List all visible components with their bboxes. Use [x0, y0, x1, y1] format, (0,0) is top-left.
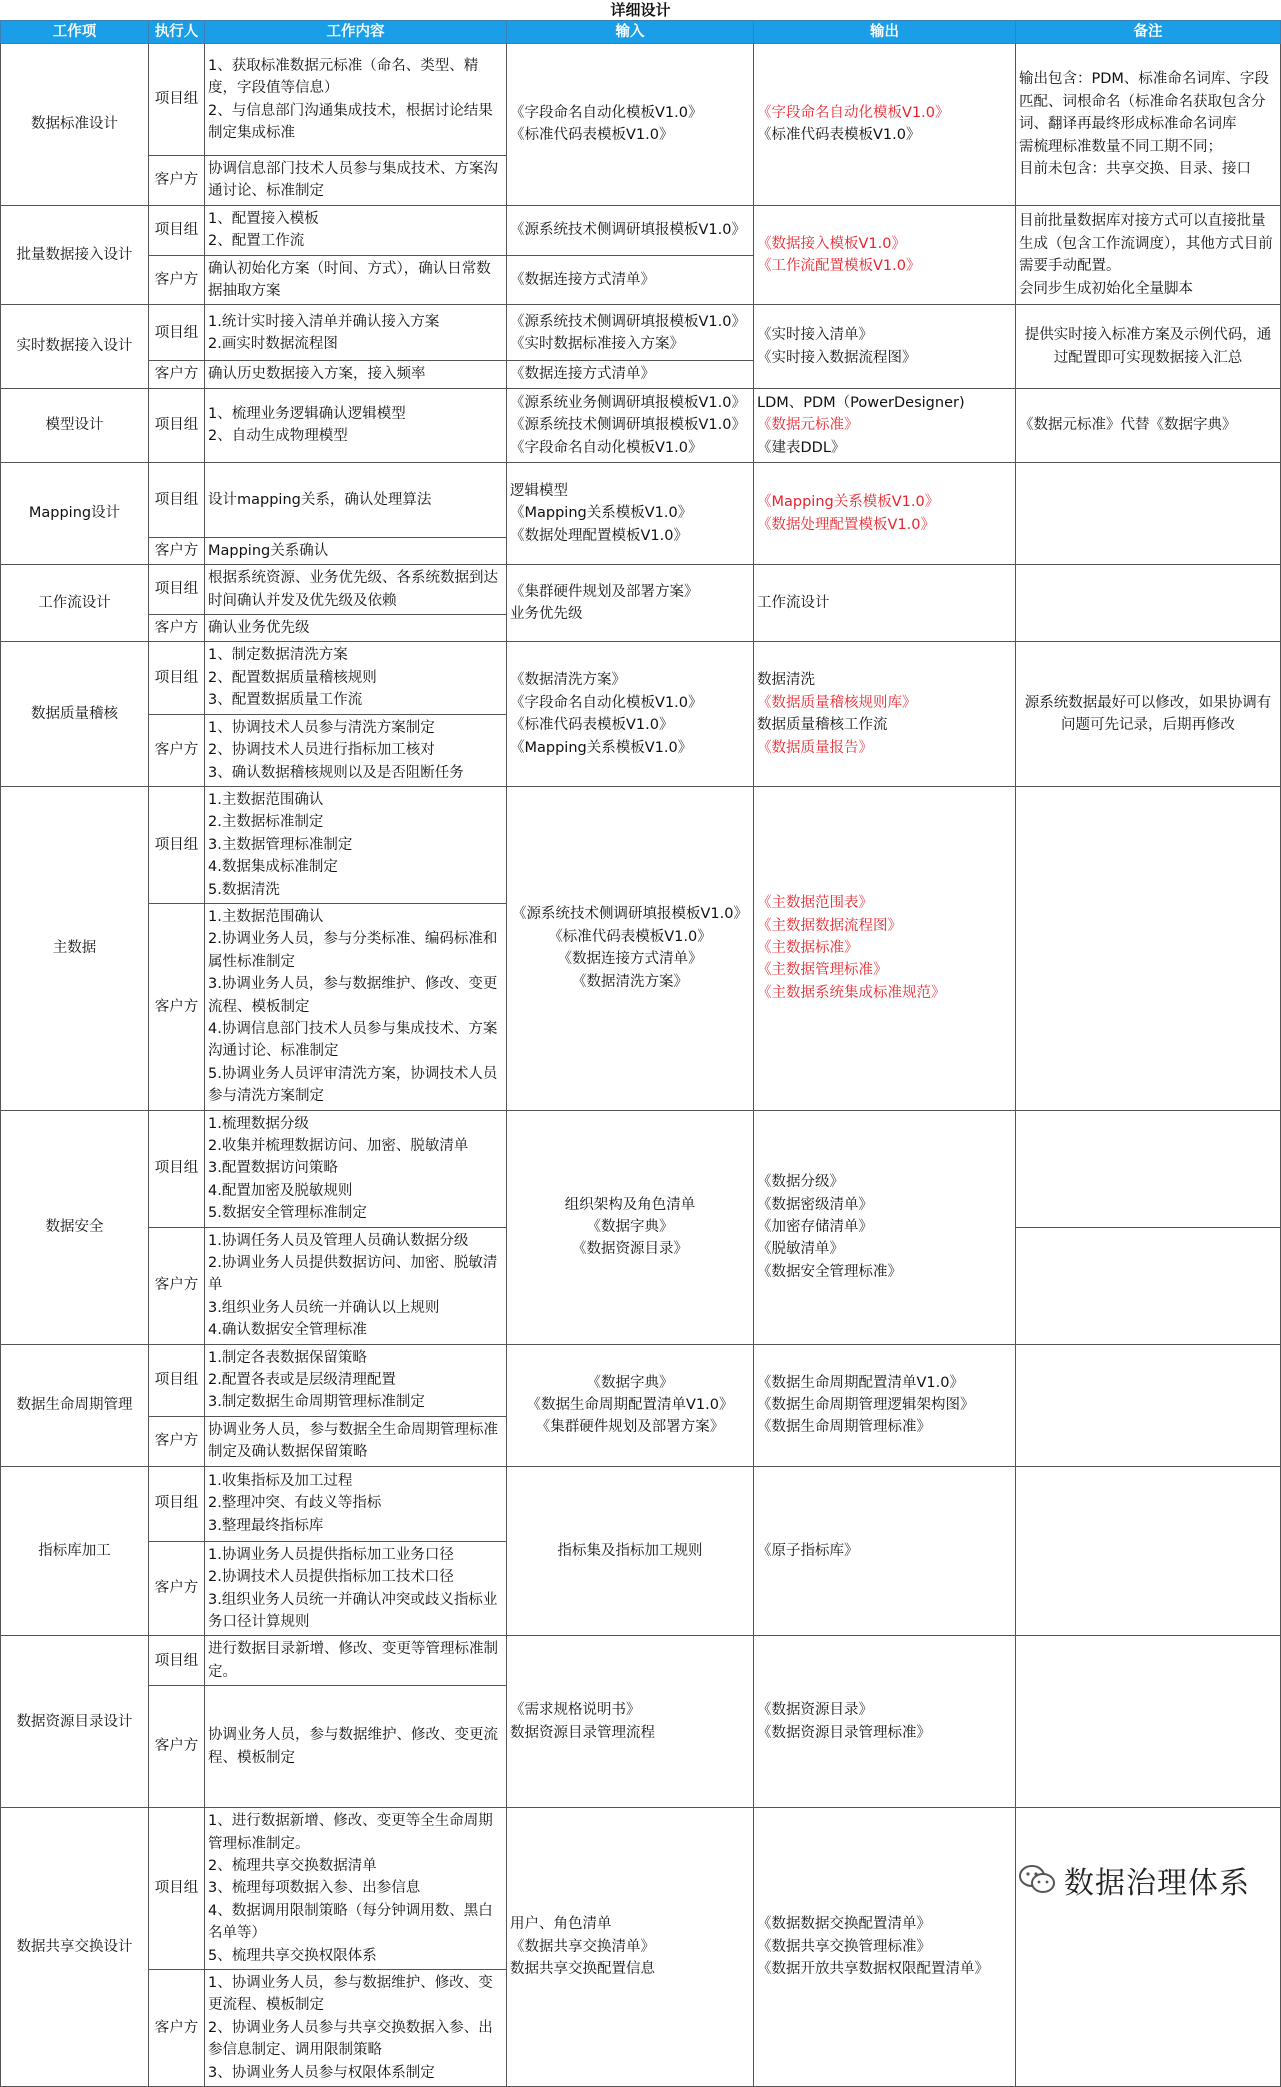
- executor-cell: 项目组: [149, 565, 205, 615]
- output-item: 《数据开放共享数据权限配置清单》: [757, 1961, 989, 1978]
- note-cell: [1016, 1808, 1281, 2087]
- content-line: 2、协调技术人员进行指标加工核对: [208, 742, 435, 759]
- content-line: 4.协调信息部门技术人员参与集成技术、方案沟通讨论、标准制定: [208, 1020, 498, 1060]
- input-item: 《实时数据标准接入方案》: [510, 335, 684, 352]
- table-row: [1, 205, 1281, 255]
- header-input: 输入: [507, 21, 754, 44]
- input-item: 《源系统技术侧调研填报模板V1.0》: [512, 906, 748, 923]
- content-line: 2.主数据标准制定: [208, 814, 324, 831]
- output-item: 《主数据系统集成标准规范》: [757, 984, 946, 1001]
- content-line: 1.协调任务人员及管理人员确认数据分级: [208, 1232, 469, 1249]
- executor-cell: 项目组: [149, 388, 205, 462]
- header-output: 输出: [754, 21, 1016, 44]
- note-cell: [1016, 565, 1281, 642]
- content-line: 1.主数据范围确认: [208, 908, 324, 925]
- output-item: 《建表DDL》: [757, 439, 846, 456]
- input-item: 数据资源目录管理流程: [510, 1724, 655, 1741]
- output-item: 《数据共享交换管理标准》: [757, 1938, 931, 1955]
- output-cell: [754, 1808, 1016, 2087]
- output-cell: [754, 565, 1016, 642]
- input-item: 《标准代码表模板V1.0》: [548, 928, 712, 945]
- table-row: [1, 1110, 1281, 1227]
- output-cell: [754, 462, 1016, 564]
- input-item: 《标准代码表模板V1.0》: [510, 127, 674, 144]
- note-cell: [1016, 1344, 1281, 1466]
- work-content-cell: [205, 462, 507, 537]
- executor-cell: 项目组: [149, 1344, 205, 1416]
- output-cell: [754, 305, 1016, 388]
- content-line: 3.制定数据生命周期管理标准制定: [208, 1394, 425, 1411]
- note-cell: [1016, 642, 1281, 786]
- content-line: 2、自动生成物理模型: [208, 428, 348, 445]
- content-line: 3.协调业务人员，参与数据维护、修改、变更流程、模板制定: [208, 976, 498, 1015]
- output-item: 《标准代码表模板V1.0》: [757, 127, 921, 144]
- title-row: [1, 0, 1281, 21]
- header-row: [1, 21, 1281, 44]
- input-cell: [507, 205, 754, 255]
- note-line: 需梳理标准数量不同工期不同；: [1019, 138, 1222, 155]
- work-content-cell: [205, 388, 507, 462]
- output-item: 数据清洗: [757, 672, 815, 689]
- executor-cell: 客户方: [149, 615, 205, 642]
- input-item: 《Mapping关系模板V1.0》: [510, 739, 693, 756]
- content-line: 1、协调业务人员，参与数据维护、修改、变更流程、模板制定: [208, 1974, 493, 2014]
- work-item-cell: Mapping设计: [1, 462, 149, 564]
- work-content-cell: [205, 1227, 507, 1344]
- content-line: 3.组织业务人员统一并确认以上规则: [208, 1299, 440, 1316]
- watermark: [1018, 1858, 1250, 1902]
- input-item: 《数据字典》: [586, 1374, 674, 1391]
- content-line: 2、梳理共享交换数据清单: [208, 1857, 377, 1874]
- input-item: 《字段命名自动化模板V1.0》: [510, 105, 703, 121]
- executor-cell: 项目组: [149, 786, 205, 903]
- note-line: 源系统数据最好可以修改，如果协调有问题可先记录，后期再修改: [1024, 694, 1272, 734]
- table-row: [1, 1466, 1281, 1541]
- wechat-icon: [1018, 1864, 1056, 1896]
- input-item: 《需求规格说明书》: [510, 1702, 641, 1719]
- content-line: 3.主数据管理标准制定: [208, 836, 353, 853]
- executor-cell: 客户方: [149, 903, 205, 1110]
- work-content-cell: [205, 565, 507, 615]
- content-line: 3、确认数据稽核规则以及是否阻断任务: [208, 764, 464, 781]
- content-line: 2.协调业务人员，参与分类标准、编码标准和属性标准制定: [208, 931, 498, 970]
- output-item: 《脱敏清单》: [757, 1241, 844, 1258]
- input-item: 《数据资源目录》: [572, 1241, 688, 1258]
- content-line: 2.配置各表或是层级清理配置: [208, 1372, 396, 1389]
- work-content-cell: [205, 537, 507, 564]
- watermark-text: 数据治理体系: [1064, 1866, 1250, 1901]
- work-content-cell: [205, 615, 507, 642]
- input-item: 《数据处理配置模板V1.0》: [510, 527, 688, 544]
- content-line: 5.数据清洗: [208, 881, 280, 898]
- note-cell: [1016, 388, 1281, 462]
- work-content-cell: [205, 44, 507, 156]
- content-line: 2.协调技术人员提供指标加工技术口径: [208, 1569, 454, 1586]
- output-cell: [754, 1466, 1016, 1636]
- output-cell: [754, 205, 1016, 305]
- input-item: 《Mapping关系模板V1.0》: [510, 505, 693, 522]
- executor-cell: 项目组: [149, 462, 205, 537]
- work-content-cell: [205, 255, 507, 305]
- input-item: 用户、角色清单: [510, 1916, 612, 1933]
- executor-cell: 客户方: [149, 255, 205, 305]
- table-row: [1, 388, 1281, 462]
- content-line: 1.梳理数据分级: [208, 1115, 309, 1132]
- work-content-cell: [205, 1416, 507, 1466]
- content-line: 1、获取标准数据元标准（命名、类型、精度，字段值等信息）: [208, 57, 479, 97]
- output-item: 《数据分级》: [757, 1174, 844, 1191]
- table-row: [1, 642, 1281, 714]
- input-cell: [507, 1466, 754, 1636]
- work-content-cell: [205, 156, 507, 206]
- input-item: 《源系统技术侧调研填报模板V1.0》: [510, 417, 746, 434]
- content-line: 2、配置工作流: [208, 233, 305, 250]
- output-item: 《数据质量报告》: [757, 739, 873, 756]
- input-item: 《数据生命周期配置清单V1.0》: [526, 1396, 734, 1413]
- content-line: 4.配置加密及脱敏规则: [208, 1182, 353, 1199]
- executor-cell: 客户方: [149, 1969, 205, 2086]
- work-content-cell: [205, 1466, 507, 1541]
- table-row: [1, 1344, 1281, 1416]
- work-item-cell: 数据生命周期管理: [1, 1344, 149, 1466]
- executor-cell: 项目组: [149, 1466, 205, 1541]
- input-item: 《数据字典》: [586, 1218, 674, 1235]
- output-item: 工作流设计: [757, 595, 830, 612]
- content-line: 确认历史数据接入方案，接入频率: [208, 366, 426, 383]
- executor-cell: 客户方: [149, 361, 205, 388]
- header-work-item: 工作项: [1, 21, 149, 44]
- content-line: 5、梳理共享交换权限体系: [208, 1947, 377, 1964]
- output-item: 《数据数据交换配置清单》: [757, 1916, 931, 1933]
- content-line: 1.主数据范围确认: [208, 791, 324, 808]
- content-line: 3.组织业务人员统一并确认冲突或歧义指标业务口径计算规则: [208, 1591, 498, 1630]
- input-item: 逻辑模型: [510, 482, 568, 499]
- output-cell: [754, 388, 1016, 462]
- output-item: 《数据安全管理标准》: [757, 1263, 902, 1280]
- content-line: 确认初始化方案（时间、方式），确认日常数据抽取方案: [208, 260, 491, 300]
- output-item: 《实时接入数据流程图》: [757, 349, 917, 366]
- input-item: 《数据清洗方案》: [572, 973, 688, 990]
- note-line: 目前未包含：共享交换、目录、接口: [1019, 161, 1251, 178]
- table-row: [1, 462, 1281, 537]
- content-line: 1、梳理业务逻辑确认逻辑模型: [208, 405, 406, 422]
- content-line: 4.数据集成标准制定: [208, 859, 338, 876]
- work-content-cell: [205, 1541, 507, 1636]
- output-item: 《Mapping关系模板V1.0》: [757, 494, 940, 511]
- note-cell: [1016, 44, 1281, 206]
- input-cell: [507, 44, 754, 206]
- input-item: 指标集及指标加工规则: [557, 1542, 703, 1559]
- input-cell: [507, 1636, 754, 1808]
- note-cell: [1016, 305, 1281, 388]
- content-line: 5.协调业务人员评审清洗方案，协调技术人员参与清洗方案制定: [208, 1065, 498, 1105]
- output-cell: [754, 1344, 1016, 1466]
- work-item-cell: 主数据: [1, 786, 149, 1110]
- work-content-cell: [205, 1969, 507, 2086]
- content-line: 1.制定各表数据保留策略: [208, 1349, 367, 1366]
- output-item: 《数据资源目录》: [757, 1702, 873, 1719]
- output-item: 《数据生命周期管理标准》: [757, 1419, 931, 1436]
- work-content-cell: [205, 642, 507, 714]
- output-item: 《主数据数据流程图》: [757, 917, 902, 934]
- table-row: [1, 1636, 1281, 1686]
- content-line: 1、制定数据清洗方案: [208, 647, 348, 664]
- input-cell: [507, 255, 754, 305]
- input-item: 《数据连接方式清单》: [510, 366, 655, 383]
- content-line: 3、协调业务人员参与权限体系制定: [208, 2064, 435, 2081]
- content-line: 4、数据调用限制策略（每分钟调用数、黑白名单等）: [208, 1902, 493, 1942]
- work-content-cell: [205, 714, 507, 786]
- note-cell: [1016, 205, 1281, 305]
- content-line: 根据系统资源、业务优先级、各系统数据到达时间确认并发及优先级及依赖: [208, 570, 498, 609]
- table-row: [1, 565, 1281, 615]
- note-cell: [1016, 1110, 1281, 1227]
- content-line: 1、进行数据新增、修改、变更等全生命周期管理标准制定。: [208, 1813, 493, 1852]
- executor-cell: 项目组: [149, 44, 205, 156]
- input-cell: [507, 1808, 754, 2087]
- content-line: 2.收集并梳理数据访问、加密、脱敏清单: [208, 1138, 469, 1154]
- output-item: 《数据处理配置模板V1.0》: [757, 516, 935, 533]
- executor-cell: 项目组: [149, 1808, 205, 1970]
- note-cell: [1016, 1227, 1281, 1344]
- content-line: 3.整理最终指标库: [208, 1517, 324, 1534]
- executor-cell: 项目组: [149, 205, 205, 255]
- input-item: 《数据清洗方案》: [510, 672, 626, 689]
- work-content-cell: [205, 903, 507, 1110]
- work-content-cell: [205, 1344, 507, 1416]
- input-item: 《集群硬件规划及部署方案》: [510, 583, 699, 600]
- output-item: 《原子指标库》: [757, 1542, 859, 1559]
- output-item: 《字段命名自动化模板V1.0》: [757, 105, 950, 121]
- output-item: 《主数据范围表》: [757, 895, 873, 912]
- output-item: 《数据生命周期管理逻辑架构图》: [757, 1396, 975, 1413]
- input-cell: [507, 305, 754, 361]
- input-cell: [507, 361, 754, 388]
- work-item-cell: 数据标准设计: [1, 44, 149, 206]
- content-line: 2.画实时数据流程图: [208, 335, 338, 352]
- note-line: 目前批量数据库对接方式可以直接批量生成（包含工作流调度），其他方式目前需要手动配置。: [1019, 213, 1273, 275]
- output-item: 数据质量稽核工作流: [757, 717, 888, 734]
- input-item: 数据共享交换配置信息: [510, 1961, 655, 1978]
- input-item: 《数据连接方式清单》: [510, 271, 655, 288]
- output-cell: [754, 642, 1016, 786]
- input-cell: [507, 786, 754, 1110]
- work-content-cell: [205, 1110, 507, 1227]
- work-item-cell: 数据共享交换设计: [1, 1808, 149, 2087]
- output-cell: [754, 786, 1016, 1110]
- executor-cell: 客户方: [149, 1416, 205, 1466]
- output-item: 《数据元标准》: [757, 417, 859, 434]
- content-line: 4.确认数据安全管理标准: [208, 1322, 367, 1339]
- work-content-cell: [205, 1808, 507, 1970]
- content-line: 1.协调业务人员提供指标加工业务口径: [208, 1546, 454, 1563]
- input-item: 《字段命名自动化模板V1.0》: [510, 439, 703, 456]
- content-line: 协调业务人员，参与数据全生命周期管理标准制定及确认数据保留策略: [208, 1421, 498, 1461]
- content-line: 进行数据目录新增、修改、变更等管理标准制定。: [208, 1641, 498, 1680]
- work-item-cell: 数据安全: [1, 1110, 149, 1344]
- note-line: 提供实时接入标准方案及示例代码，通过配置即可实现数据接入汇总: [1024, 327, 1272, 366]
- input-item: 《集群硬件规划及部署方案》: [535, 1419, 725, 1436]
- content-line: 5.数据安全管理标准制定: [208, 1205, 367, 1222]
- work-item-cell: 模型设计: [1, 388, 149, 462]
- executor-cell: 客户方: [149, 156, 205, 206]
- output-item: 《实时接入清单》: [757, 327, 873, 344]
- input-cell: [507, 1344, 754, 1466]
- content-line: 3、梳理每项数据入参、出参信息: [208, 1880, 421, 1897]
- work-content-cell: [205, 1636, 507, 1686]
- input-cell: [507, 1110, 754, 1344]
- header-note: 备注: [1016, 21, 1281, 44]
- content-line: 2、与信息部门沟通集成技术，根据讨论结果制定集成标准: [208, 102, 493, 141]
- input-cell: [507, 462, 754, 564]
- input-cell: [507, 642, 754, 786]
- work-content-cell: [205, 305, 507, 361]
- work-content-cell: [205, 1686, 507, 1808]
- content-line: 1、协调技术人员参与清洗方案制定: [208, 719, 435, 736]
- executor-cell: 项目组: [149, 642, 205, 714]
- output-item: 《主数据标准》: [757, 940, 859, 957]
- executor-cell: 客户方: [149, 1227, 205, 1344]
- note-line: 《数据元标准》代替《数据字典》: [1019, 417, 1237, 434]
- input-item: 《数据连接方式清单》: [557, 951, 703, 968]
- work-item-cell: 指标库加工: [1, 1466, 149, 1636]
- executor-cell: 客户方: [149, 537, 205, 564]
- input-item: 《源系统技术侧调研填报模板V1.0》: [510, 313, 746, 330]
- table-row: [1, 305, 1281, 361]
- work-item-cell: 数据质量稽核: [1, 642, 149, 786]
- output-item: 《工作流配置模板V1.0》: [757, 258, 921, 275]
- executor-cell: 项目组: [149, 1110, 205, 1227]
- output-cell: [754, 1636, 1016, 1808]
- table-row: [1, 44, 1281, 156]
- content-line: 2、协调业务人员参与共享交换数据入参、出参信息制定、调用限制策略: [208, 2019, 493, 2059]
- content-line: 2.协调业务人员提供数据访问、加密、脱敏清单: [208, 1255, 498, 1294]
- output-cell: [754, 44, 1016, 206]
- content-line: 设计mapping关系，确认处理算法: [208, 491, 432, 508]
- executor-cell: 项目组: [149, 1636, 205, 1686]
- executor-cell: 客户方: [149, 1541, 205, 1636]
- input-cell: [507, 565, 754, 642]
- note-cell: [1016, 786, 1281, 1110]
- work-item-cell: 实时数据接入设计: [1, 305, 149, 388]
- output-item: 《数据生命周期配置清单V1.0》: [757, 1374, 964, 1391]
- input-item: 《源系统技术侧调研填报模板V1.0》: [510, 222, 746, 239]
- output-item: 《数据质量稽核规则库》: [757, 694, 917, 711]
- table-row: [1, 786, 1281, 903]
- work-content-cell: [205, 205, 507, 255]
- input-item: 《标准代码表模板V1.0》: [510, 717, 674, 734]
- input-item: 《源系统业务侧调研填报模板V1.0》: [510, 394, 746, 411]
- note-line: 会同步生成初始化全量脚本: [1019, 280, 1193, 297]
- executor-cell: 客户方: [149, 1686, 205, 1808]
- content-line: 确认业务优先级: [208, 620, 310, 637]
- executor-cell: 项目组: [149, 305, 205, 361]
- work-item-cell: 工作流设计: [1, 565, 149, 642]
- content-line: 协调信息部门技术人员参与集成技术、方案沟通讨论、标准制定: [208, 161, 498, 200]
- content-line: 3、配置数据质量工作流: [208, 692, 363, 709]
- content-line: 1、配置接入模板: [208, 210, 319, 227]
- output-item: 《数据资源目录管理标准》: [757, 1724, 931, 1741]
- executor-cell: 客户方: [149, 714, 205, 786]
- note-cell: [1016, 462, 1281, 564]
- note-cell: [1016, 1636, 1281, 1808]
- header-content: 工作内容: [205, 21, 507, 44]
- content-line: 协调业务人员，参与数据维护、修改、变更流程、模板制定: [208, 1727, 498, 1766]
- header-executor: 执行人: [149, 21, 205, 44]
- content-line: Mapping关系确认: [208, 542, 329, 559]
- note-cell: [1016, 1466, 1281, 1636]
- output-item: 《加密存储清单》: [757, 1218, 873, 1235]
- input-item: 《字段命名自动化模板V1.0》: [510, 694, 703, 711]
- output-item: 《主数据管理标准》: [757, 962, 888, 979]
- content-line: 1.收集指标及加工过程: [208, 1473, 353, 1490]
- output-cell: [754, 1110, 1016, 1344]
- input-item: 《数据共享交换清单》: [510, 1938, 655, 1955]
- input-cell: [507, 388, 754, 462]
- content-line: 3.配置数据访问策略: [208, 1160, 338, 1177]
- work-content-cell: [205, 361, 507, 388]
- input-item: 组织架构及角色清单: [564, 1196, 696, 1213]
- content-line: 2、配置数据质量稽核规则: [208, 669, 377, 686]
- input-item: 业务优先级: [510, 606, 583, 623]
- work-content-cell: [205, 786, 507, 903]
- work-item-cell: 数据资源目录设计: [1, 1636, 149, 1808]
- content-line: 2.整理冲突、有歧义等指标: [208, 1495, 382, 1512]
- content-line: 1.统计实时接入清单并确认接入方案: [208, 313, 440, 330]
- note-line: 输出包含：PDM、标准命名词库、字段匹配、词根命名（标准命名获取包含分词、翻译再最终形成标准命名词库: [1019, 71, 1269, 133]
- table-title: 详细设计: [610, 1, 671, 19]
- output-item: 《数据接入模板V1.0》: [757, 235, 906, 252]
- output-item: 《数据密级清单》: [757, 1196, 873, 1213]
- work-item-cell: 批量数据接入设计: [1, 205, 149, 305]
- output-item: LDM、PDM（PowerDesigner): [757, 394, 965, 411]
